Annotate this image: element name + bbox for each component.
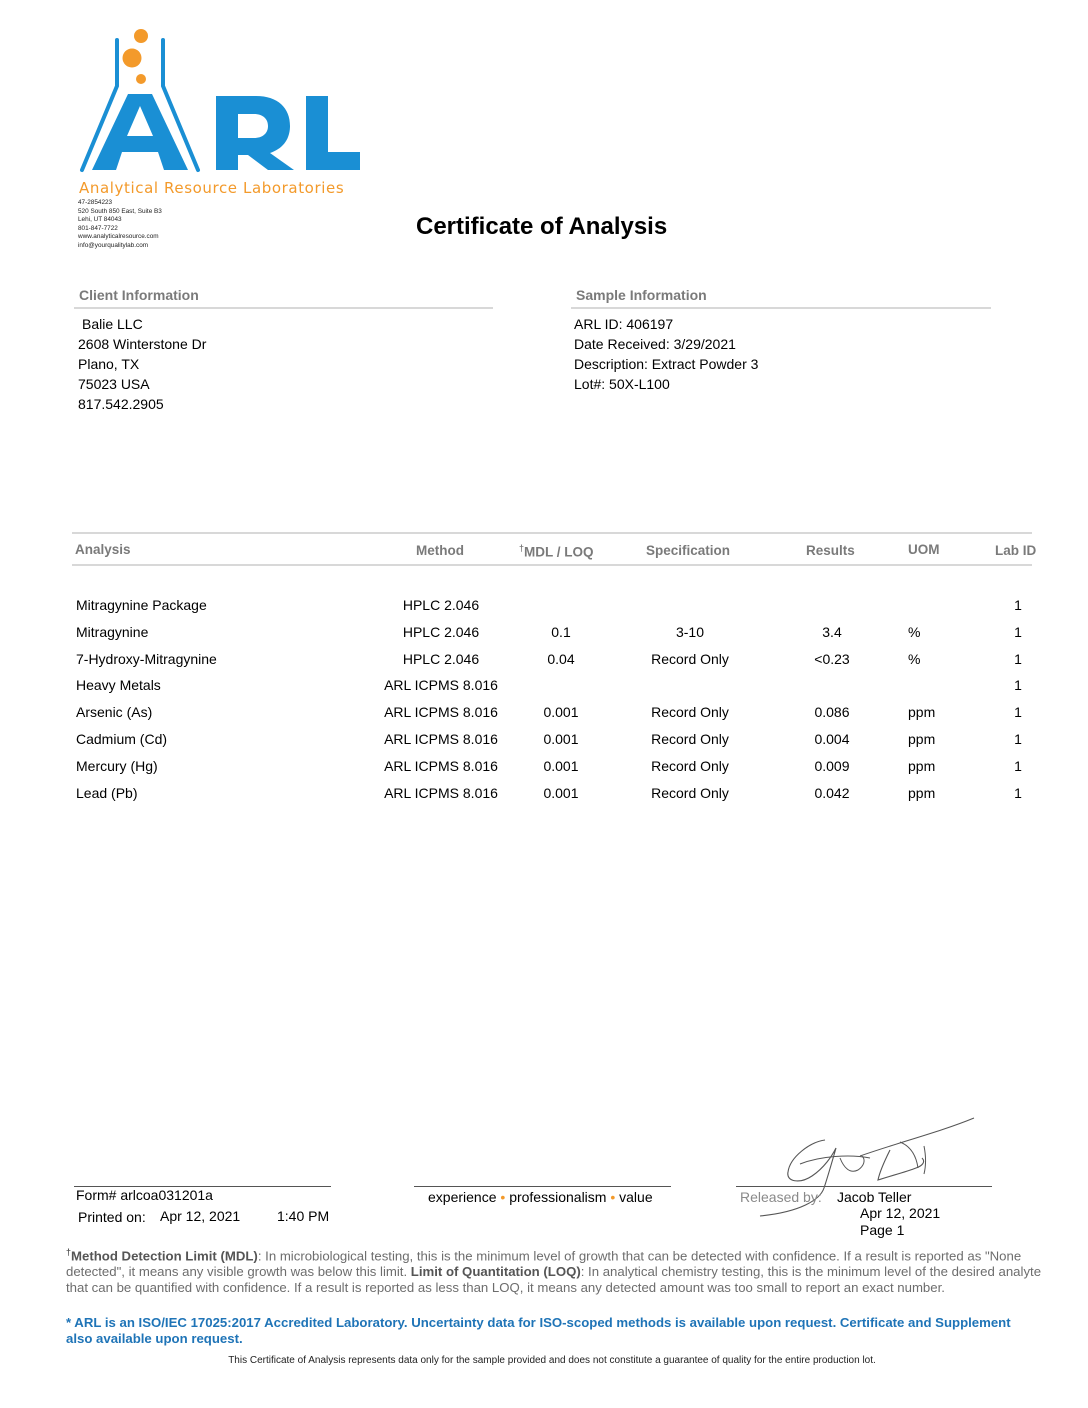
client-zip: 75023 USA — [78, 376, 150, 392]
col-header-uom: UOM — [908, 542, 940, 557]
col-header-lab-id: Lab ID — [995, 543, 1037, 558]
released-by-label: Released by: — [740, 1189, 822, 1205]
col-header-analysis: Analysis — [75, 542, 131, 557]
tagline-separator: • — [500, 1189, 506, 1205]
page-number: Page 1 — [860, 1222, 905, 1238]
cell-spec: Record Only — [651, 757, 729, 774]
cell-spec: Record Only — [651, 784, 729, 801]
sample-date-received: Date Received: 3/29/2021 — [574, 336, 736, 352]
cell-analysis: Lead (Pb) — [76, 784, 138, 801]
cell-method: ARL ICPMS 8.016 — [384, 731, 498, 747]
loq-definition: : In analytical chemistry testing, this is the minimum level of the desired analyte that can be quantified with confidence. If a result is reported as less than LOQ, it means any detected amount was too small to report an exact number. — [66, 1264, 1042, 1296]
client-info-block — [78, 314, 206, 414]
client-phone: 817.542.2905 — [78, 396, 164, 412]
tagline-experience: experience — [428, 1189, 497, 1205]
table-top-divider — [72, 532, 1032, 534]
col-header-specification: Specification — [646, 543, 731, 558]
tagline-separator: • — [610, 1189, 616, 1205]
dagger-mark: † — [519, 543, 525, 553]
cell-labid: 1 — [1014, 677, 1022, 694]
logo-company-name: Analytical Resource Laboratories — [79, 179, 345, 197]
iso-accreditation-note: * ARL is an ISO/IEC 17025:2017 Accredited Laboratory. Uncertainty data for ISO-scoped methods is available upon request. Certificate and Supplement also available upon request. — [66, 1315, 1011, 1346]
cell-labid: 1 — [1014, 757, 1022, 774]
released-date: Apr 12, 2021 — [860, 1205, 941, 1221]
cell-labid: 1 — [1014, 650, 1022, 667]
cell-analysis: 7-Hydroxy-Mitragynine — [76, 650, 217, 667]
sample-info-divider — [571, 307, 991, 309]
cell-mdl: 0.1 — [551, 623, 571, 640]
client-info-heading: Client Information — [79, 287, 199, 303]
col-header-results: Results — [806, 543, 855, 558]
sample-info-block — [574, 314, 758, 394]
cell-method: HPLC 2.046 — [402, 650, 480, 667]
released-by-name: Jacob Teller — [837, 1189, 912, 1205]
table-header-divider — [72, 564, 1032, 566]
cell-method: ARL ICPMS 8.016 — [384, 704, 498, 721]
printed-date: Apr 12, 2021 — [160, 1208, 241, 1224]
printed-on-label: Printed on: — [78, 1209, 146, 1225]
cell-results: 0.009 — [814, 757, 850, 774]
cell-results: 0.004 — [814, 731, 850, 747]
cell-method: ARL ICPMS 8.016 — [384, 757, 498, 774]
cell-method: HPLC 2.046 — [402, 597, 480, 613]
cell-labid: 1 — [1014, 731, 1022, 747]
cell-uom: ppm — [908, 731, 936, 747]
mdl-loq-footnote — [66, 1244, 1044, 1296]
cell-mdl: 0.04 — [547, 650, 575, 667]
cell-uom: ppm — [908, 784, 936, 801]
cell-labid: 1 — [1014, 597, 1022, 613]
cell-spec: 3-10 — [675, 623, 705, 640]
mdl-term: Method Detection Limit (MDL) — [71, 1248, 258, 1264]
lab-address — [78, 199, 162, 251]
cell-method: HPLC 2.046 — [402, 623, 480, 640]
cell-uom: ppm — [908, 704, 936, 721]
cell-labid: 1 — [1014, 704, 1022, 721]
cell-uom: ppm — [908, 757, 936, 774]
cell-results: 0.086 — [814, 704, 850, 721]
tagline-line — [414, 1186, 671, 1187]
footnote-dagger: † — [66, 1247, 72, 1257]
cell-method: ARL ICPMS 8.016 — [384, 677, 498, 694]
cell-mdl: 0.001 — [543, 784, 579, 801]
sample-info-heading: Sample Information — [576, 287, 707, 303]
form-number: Form# arlcoa031201a — [76, 1187, 213, 1203]
cell-uom: % — [908, 623, 921, 640]
cell-analysis: Mercury (Hg) — [76, 757, 158, 774]
sample-description: Description: Extract Powder 3 — [574, 356, 759, 372]
release-signature-line — [736, 1186, 992, 1187]
tagline — [428, 1189, 653, 1205]
cell-results: 0.042 — [814, 784, 850, 801]
cell-mdl: 0.001 — [543, 704, 579, 721]
tagline-professionalism: professionalism — [509, 1189, 607, 1205]
client-name: Balie LLC — [82, 316, 143, 332]
address-line: 801-847-7722 — [78, 224, 118, 232]
sample-lot: Lot#: 50X-L100 — [574, 376, 670, 392]
cell-mdl: 0.001 — [543, 757, 579, 774]
cell-labid: 1 — [1014, 784, 1022, 801]
printed-time: 1:40 PM — [277, 1208, 330, 1224]
cell-results: <0.23 — [814, 650, 850, 667]
address-line: 47-2854223 — [78, 199, 113, 206]
cell-labid: 1 — [1014, 623, 1022, 640]
cell-uom: % — [908, 650, 921, 667]
cell-spec: Record Only — [651, 650, 729, 667]
document-title: Certificate of Analysis — [416, 213, 668, 240]
address-line: Lehi, UT 84043 — [78, 216, 122, 224]
address-line: info@yourqualitylab.com — [78, 241, 149, 249]
cell-method: ARL ICPMS 8.016 — [384, 784, 498, 801]
address-line: 520 South 850 East, Suite B3 — [78, 207, 162, 215]
client-city: Plano, TX — [78, 356, 140, 372]
arl-logo — [70, 24, 370, 200]
cell-spec: Record Only — [651, 731, 729, 747]
cell-analysis: Heavy Metals — [76, 677, 161, 694]
address-line: www.analyticalresource.com — [78, 233, 159, 241]
cell-analysis: Mitragynine — [76, 623, 149, 640]
cell-analysis: Arsenic (As) — [76, 704, 153, 721]
flask-logo-icon — [70, 24, 370, 200]
cell-mdl: 0.001 — [543, 731, 579, 747]
client-street: 2608 Winterstone Dr — [78, 336, 207, 352]
disclaimer: This Certificate of Analysis represents data only for the sample provided and does not constitute a guarantee of quality for the entire production lot. — [228, 1355, 876, 1366]
col-header-method: Method — [416, 543, 464, 558]
loq-term: Limit of Quantitation (LOQ) — [410, 1264, 581, 1280]
sample-arl-id: ARL ID: 406197 — [574, 316, 674, 332]
col-header-mdl-loq — [519, 543, 594, 560]
cell-analysis: Cadmium (Cd) — [76, 731, 168, 747]
tagline-value: value — [619, 1189, 653, 1205]
cell-spec: Record Only — [651, 704, 729, 721]
mdl-definition: : In microbiological testing, this is the minimum level of growth that can be detected with confidence. If a result is reported as "None detected", it means any visible growth was below this limit. — [66, 1248, 1022, 1280]
client-info-divider — [74, 307, 493, 309]
cell-results: 3.4 — [822, 623, 842, 640]
cell-analysis: Mitragynine Package — [76, 597, 207, 613]
mdl-loq-label: MDL / LOQ — [524, 544, 594, 560]
